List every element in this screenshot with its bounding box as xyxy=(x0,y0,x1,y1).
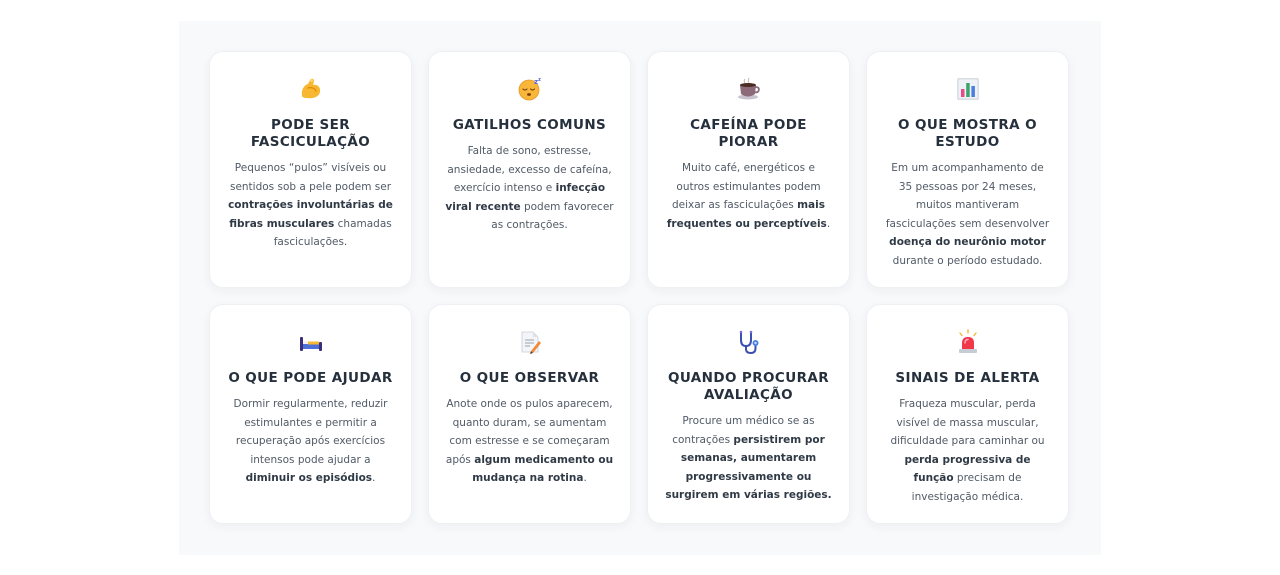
card-text xyxy=(226,159,395,252)
info-card-grid xyxy=(209,51,1069,524)
svg-text:z: z xyxy=(537,77,541,83)
bar-chart-icon xyxy=(955,76,981,102)
text-segment: . xyxy=(583,472,587,484)
card-text xyxy=(883,159,1052,270)
info-card-study xyxy=(866,51,1069,288)
text-highlight: persistirem por semanas, aumentarem progressivamente ou surgirem em várias regiões. xyxy=(665,433,832,501)
info-card-fasciculation xyxy=(209,51,412,288)
text-segment: Dormir regularmente, reduzir estimulantes e permitir a recuperação após exercícios intensos pode ajudar a xyxy=(233,398,388,466)
memo-icon xyxy=(517,329,543,355)
text-highlight: diminuir os episódios xyxy=(245,472,373,484)
card-text xyxy=(445,395,614,488)
text-segment: Em um acompanhamento de 35 pessoas por 24 meses, muitos mantiveram fasciculações sem desenvolver xyxy=(885,162,1050,230)
info-card-common-triggers xyxy=(428,51,631,288)
text-segment: Muito café, energéticos e outros estimulantes podem deixar as fasciculações xyxy=(671,162,821,211)
flexed-biceps-icon xyxy=(298,76,324,102)
stethoscope-icon xyxy=(736,329,762,355)
text-segment: . xyxy=(372,472,376,484)
card-title: O QUE PODE AJUDAR xyxy=(228,370,393,386)
text-segment: Fraqueza muscular, perda visível de massa muscular, dificuldade para caminhar ou xyxy=(890,398,1045,447)
info-card-caffeine xyxy=(647,51,850,288)
text-highlight: doença do neurônio motor xyxy=(889,236,1046,248)
info-card-warning-signs xyxy=(866,304,1069,524)
text-highlight: contrações involuntárias de fibras musculares xyxy=(228,199,393,230)
card-title: QUANDO PROCURAR AVALIAÇÃO xyxy=(667,370,830,403)
text-segment: . xyxy=(826,217,831,230)
text-segment: Procure um médico se as contrações xyxy=(672,415,815,446)
text-segment: chamadas fasciculações. xyxy=(273,217,392,248)
police-light-icon xyxy=(955,329,981,355)
bed-icon xyxy=(298,329,324,355)
text-highlight: algum medicamento ou mudança na rotina xyxy=(472,453,614,484)
card-title: GATILHOS COMUNS xyxy=(452,117,607,133)
sleeping-face-icon xyxy=(517,76,543,102)
card-title: O QUE OBSERVAR xyxy=(459,370,600,386)
text-segment: Anote onde os pulos aparecem, quanto duram, se aumentam com estresse e se começaram após xyxy=(445,398,613,466)
info-card-what-helps xyxy=(209,304,412,524)
text-segment: podem favorecer as contrações. xyxy=(491,200,614,231)
info-card-what-to-observe xyxy=(428,304,631,524)
hot-beverage-icon xyxy=(736,76,762,102)
text-segment: durante o período estudado. xyxy=(892,254,1043,267)
text-segment: Falta de sono, estresse, ansiedade, excesso de cafeína, exercício intenso e xyxy=(447,145,612,194)
text-segment: precisam de investigação médica. xyxy=(911,472,1024,503)
card-text xyxy=(445,142,614,235)
svg-text:z: z xyxy=(533,78,538,86)
card-title: O QUE MOSTRA O ESTUDO xyxy=(898,117,1037,150)
card-text xyxy=(883,395,1052,506)
card-text xyxy=(664,159,833,233)
card-text xyxy=(226,395,395,488)
info-section xyxy=(179,21,1101,555)
card-title: CAFEÍNA PODE PIORAR xyxy=(690,117,807,150)
text-highlight: mais frequentes ou perceptíveis xyxy=(666,199,827,230)
card-title: SINAIS DE ALERTA xyxy=(895,370,1040,386)
card-title: PODE SER FASCICULAÇÃO xyxy=(250,117,371,150)
text-highlight: perda progressiva de função xyxy=(904,453,1031,484)
text-highlight: infecção viral recente xyxy=(445,182,606,213)
text-segment: Pequenos “pulos” visíveis ou sentidos sob a pele podem ser xyxy=(229,162,392,193)
card-text xyxy=(664,412,833,505)
info-card-when-to-seek-care xyxy=(647,304,850,524)
